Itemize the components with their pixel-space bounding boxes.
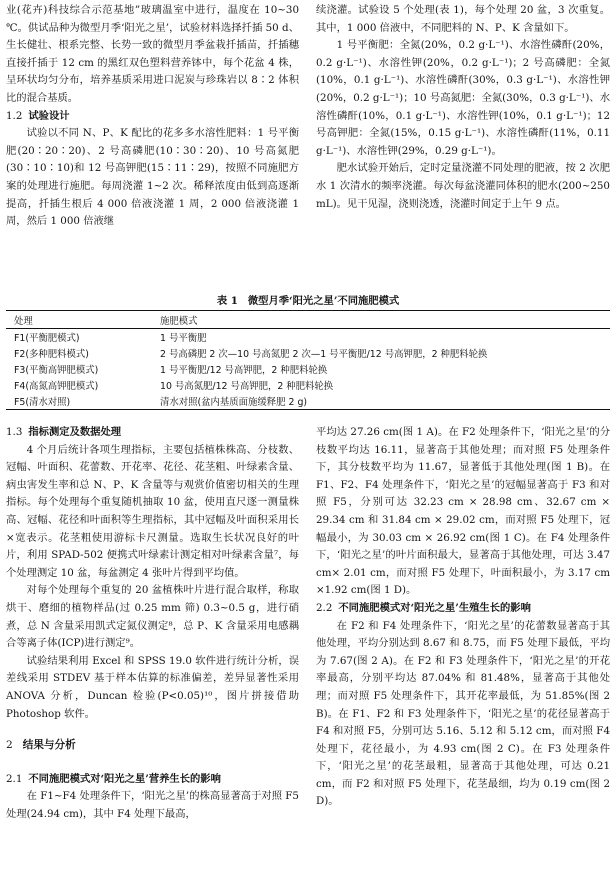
- paragraph-measurement: 4 个月后统计各项生理指标，主要包括植株株高、分枝数、冠幅、叶面积、花蕾数、开花率、花径、花茎粗、叶绿素含量、病虫害发生率和总 N、P、K 含量等与观赏价值密切相关的生理指标。每个处理每个重复随机抽取 10 盆，使用直尺逐一测量株高、冠幅、花径和叶面积等生理指标，其中冠幅及叶面积采用长×宽表示。花茎粗使用游标卡尺测量。选取生长状况良好的叶片，利用 SPAD-502 便携式叶绿素计测定相对叶绿素含量⁷，每个处理测定 10 盆，每盆测定 4 张叶片得到平均值。: [6, 443, 299, 579]
- table-cell: 10 号高氮肥/12 号高钾肥，2 种肥料轮换: [160, 381, 334, 392]
- table-header-row: [6, 311, 610, 329]
- table-header-cell: 施肥模式: [146, 311, 610, 329]
- section-heading-1-3: [6, 424, 299, 442]
- section-number: 1.3: [6, 426, 23, 438]
- paragraph-irrigation: 肥水试验开始后，定时定量浇灌不同处理的肥液，按 2 次肥水 1 次清水的频率浇灌。每次每盆浇灌同体积的肥水(200~250 mL)。见干见湿，浇则浇透，浇灌时间定于上午 9 点。: [316, 162, 610, 210]
- section-title: 结果与分析: [22, 739, 76, 752]
- table-cell: F2(多种肥料模式): [14, 349, 89, 360]
- paragraph-vegetative-results: 平均达 27.26 cm(图 1 A)。在 F2 处理条件下，‘阳光之星’的分枝数平均达 16.11，显著高于其他处理；而对照 F5 处理条件下，其分枝数平均为 11.67，显著低于其他处理(图 1 B)。在 F1、F2、F4 处理条件下，‘阳光之星’的冠幅显著高于 F3 和对照 F5，分别可达 32.23 cm × 28.98 cm、32.67 cm × 29.34 cm 和 31.84 cm × 29.02 cm，而对照 F5 处理下，冠幅最小，为 30.03 cm × 26.92 cm(图 1 C)。在 F4 处理条件下，‘阳光之星’的叶片面积最大，显著高于其他处理，可达 3.47 cm× 2.01 cm，而对照 F5 处理下，叶面积最小，为 3.17 cm ×1.92 cm(图 1 D)。: [316, 426, 610, 597]
- paragraph-treatments: 续浇灌。试验设 5 个处理(表 1)，每个处理 20 盆，3 次重复。其中，1 000 倍液中，不同肥料的 N、P、K 含量如下。: [316, 4, 610, 34]
- section-number: 2.1: [6, 772, 23, 785]
- table-cell: 1 号平衡肥: [160, 333, 207, 344]
- table-cell: 2 号高磷肥 2 次—10 号高氮肥 2 次—1 号平衡肥/12 号高钾肥，2 种肥料轮换: [160, 349, 488, 360]
- right-column-bottom: [316, 424, 610, 811]
- table-cell: F4(高氮高钾肥模式): [14, 381, 99, 392]
- table-row: [6, 361, 610, 377]
- section-number: 2.2: [316, 601, 333, 614]
- paragraph-vegetative-growth: 在 F1~F4 处理条件下，‘阳光之星’的株高显著高于对照 F5 处理(24.94 cm)，其中 F4 处理下最高，: [6, 790, 299, 820]
- table-cell: F3(平衡高钾肥模式): [14, 365, 99, 376]
- table-cell: 1 号平衡肥/12 号高钾肥，2 种肥料轮换: [160, 365, 328, 376]
- left-column-top: [6, 2, 299, 231]
- paragraph-reproductive-growth: 在 F2 和 F4 处理条件下，‘阳光之星’的花蕾数显著高于其他处理，平均分别达到 8.67 和 8.75，而 F5 处理下最低，平均为 7.67(图 2 A)。在 F2 和 F3 处理条件下，‘阳光之星’的开花率最高，分别平均达 87.04% 和 81.48%，显著高于其他处理；而对照 F5 处理条件下，其开花率最低，为 51.85%(图 2 B)。在 F1、F2 和 F3 处理条件下，‘阳光之星’的花径显著高于 F4 和对照 F5，分别可达 5.16、5.12 和 5.12 cm，而对照 F4 处理下，花径最小，为 4.93 cm(图 2 C)。在 F3 处理条件下，‘阳光之星’的花茎最粗，显著高于其他处理，可达 0.21 cm，而 F2 和对照 F5 处理下，花茎最细，均为 0.19 cm(图 2 D)。: [316, 619, 610, 808]
- section-number: 1.2: [6, 109, 23, 122]
- table-number: 表 1: [216, 295, 238, 307]
- right-column-top: [316, 2, 610, 213]
- left-column-bottom: [6, 424, 299, 823]
- section-title: 指标测定及数据处理: [28, 426, 122, 438]
- table-row: [6, 393, 610, 410]
- table-caption: [6, 292, 610, 310]
- paragraph-statistics: 试验结果利用 Excel 和 SPSS 19.0 软件进行统计分析，误差线采用 STDEV 基于样本估算的标准偏差，差异显著性采用 ANOVA 分析，Duncan 检验(P<0.05)¹⁰，图片拼接借助 Photoshop 软件。: [6, 654, 299, 720]
- table-header-cell: 处理: [6, 311, 146, 329]
- paragraph-fertilizer-content: 1 号平衡肥：全氮(20%，0.2 g·L⁻¹)、水溶性磷酐(20%，0.2 g·L⁻¹)、水溶性钾(20%，0.2 g·L⁻¹)；2 号高磷肥：全氮(10%，0.1 g·L⁻¹)、水溶性磷酐(30%，0.3 g·L⁻¹)、水溶性钾(20%，0.2 g·L⁻¹)；10 号高氮肥：全氮(30%，0.3 g·L⁻¹)、水溶性磷酐(10%，0.1 g·L⁻¹)、水溶性钾(10%，0.1 g·L⁻¹)；12 号高钾肥：全氮(15%，0.15 g·L⁻¹)、水溶性磷酐(11%，0.11 g·L⁻¹)、水溶性钾(29%，0.29 g·L⁻¹)。: [316, 39, 610, 157]
- section-heading-2: [6, 737, 299, 755]
- section-heading-2-1: [6, 771, 299, 789]
- table-row: [6, 329, 610, 346]
- table-title: 微型月季‘阳光之星’不同施肥模式: [247, 295, 400, 307]
- table-cell: 清水对照(盆内基质面施缓释肥 2 g): [146, 393, 610, 410]
- table-row: [6, 345, 610, 361]
- paragraph-materials: 业(花卉)科技综合示范基地”玻璃温室中进行，温度在 10~30 ℃。供试品种为微型月季‘阳光之星’，试验材料选择扦插 50 d、生长健壮、根系完整、长势一致的微型月季盆栽扦插苗，扦插穗直接扦插于 12 cm 的黑红双色塑料营养钵中，每个花盆 4 株，呈环状均匀分布，培养基质采用进口泥炭与珍珠岩以 8∶2 体积比的混合基质。: [6, 4, 299, 104]
- table-cell: F1(平衡肥模式): [14, 333, 80, 344]
- section-title: 不同施肥模式对‘阳光之星’营养生长的影响: [28, 772, 221, 785]
- table-cell: F5(清水对照): [6, 393, 146, 410]
- table-row: [6, 377, 610, 393]
- fertilization-table: [6, 310, 610, 410]
- table-1: [6, 292, 610, 410]
- paragraph-experiment-design: 试验以不同 N、P、K 配比的花多多水溶性肥料：1 号平衡肥(20∶20∶20)、2 号高磷肥(10∶30∶20)、10 号高氮肥(30∶10∶10)和 12 号高钾肥(15∶11∶29)，按照不同施肥方案的处理进行施肥。每周浇灌 1~2 次。稀释浓度由低到高逐渐提高，扦插生根后 4 000 倍液浇灌 1 周，2 000 倍液浇灌 1 周，然后 1 000 倍液继: [6, 127, 299, 228]
- section-heading-2-2: [316, 600, 610, 618]
- paragraph-sampling: 对每个处理每个重复的 20 盆植株叶片进行混合取样，称取烘干、磨细的植物样品(过 0.25 mm 筛) 0.3~0.5 g，进行硝煮，总 N 含量采用凯式定氮仪测定⁸，总 P、K 含量采用电感耦合等离子体(ICP)进行测定⁹。: [6, 584, 299, 650]
- section-title: 不同施肥模式对‘阳光之星’生殖生长的影响: [338, 601, 531, 614]
- section-heading-1-2: [6, 108, 299, 126]
- section-number: 2: [6, 739, 13, 752]
- section-title: 试验设计: [28, 109, 70, 122]
